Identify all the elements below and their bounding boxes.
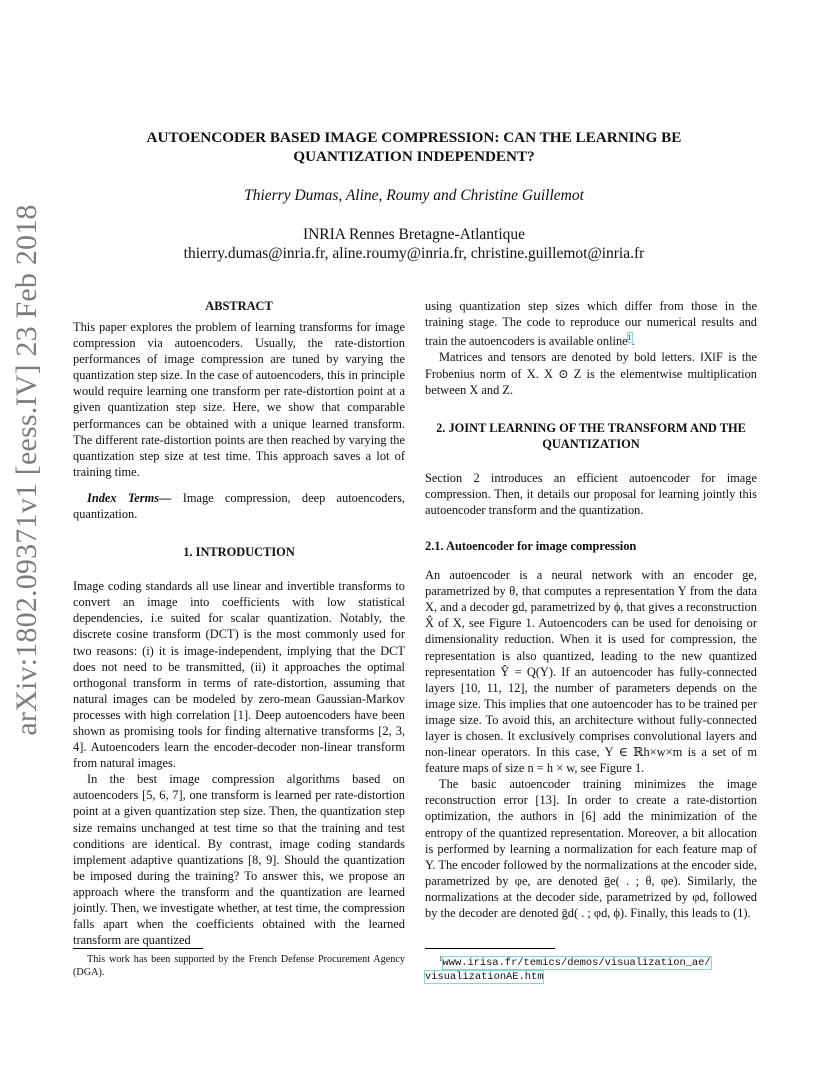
subsection-2-1-paragraph-2: The basic autoencoder training minimizes the image reconstruction error [13]. In order to create a rate-distortion optimization, the authors in [6] add the minimization of the entropy of the quantized representation. Moreover, a bit allocation is performed by learning a normalization for each feature map of Y. The encoder followed by the normalizations at the encoder side, parametrized by φe, are denoted ḡe( . ; θ, φe). Similarly, the normalizations at the decoder side, parametrized by φd, followed by the decoder are denoted ḡd( . ; φd, ϕ). Finally, this leads to (1). — [425, 777, 757, 921]
intro-continuation: using quantization step sizes which differ from those in the training stage. The code to reproduce our numerical results and train the autoencoders is available online$^1$. — [425, 299, 757, 349]
intro-paragraph-1: Image coding standards all use linear and invertible transforms to convert an image into coefficients with low statistical dependencies, i.e suited for scalar quantization. Notably, the discrete cosine transform (DCT) is the most commonly used for two reasons: (i) it is image-independent, implying that the DCT does not need to be transmitted, (ii) it approaches the optimal orthogonal transform in terms of rate-distortion, assuming that natural images can be modeled by zero-mean Gaussian-Markov processes with high correlation [1]. Deep autoencoders have been shown as promising tools for finding alternative transforms [2, 3, 4]. Autoencoders learn the encoder-decoder non-linear transform from natural images. — [73, 579, 405, 771]
intro-paragraph-2: In the best image compression algorithms based on autoencoders [5, 6, 7], one transform is learned per rate-distortion point at a given quantization step size. Then, the quantization step size remains unchanged at test time so that the training and test conditions are identical. By contrast, image coding standards implement adaptive quantizations [8, 9]. Should the quantization be imposed during the training? To answer this, we propose an approach where the transform and the quantization are learned jointly. Then, we investigate whether, at test time, the compression falls apart when the coefficients obtained with the learned transform are quantized — [73, 772, 405, 948]
footnote-number: 1 — [439, 955, 443, 963]
intro-continuation-text: using quantization step sizes which differ from those in the training stage. The code to reproduce our numerical results and train the autoencoders is available online — [425, 299, 757, 349]
index-terms-text: Image compression, deep autoencoders, quantization. — [73, 490, 405, 522]
index-terms-label: Index Terms— — [87, 490, 172, 505]
section-2-heading: 2. JOINT LEARNING OF THE TRANSFORM AND THE QUANTIZATION — [436, 420, 746, 451]
arxiv-sidebar-stamp — [2, 204, 52, 736]
abstract-heading: ABSTRACT — [205, 299, 273, 313]
footnote-left — [73, 953, 405, 979]
subsection-2-1-heading: 2.1. Autoencoder for image compression — [425, 538, 637, 553]
right-column — [425, 298, 757, 921]
footnote-url-link-1[interactable]: www.irisa.fr/temics/demos/visualization_ae/ — [442, 957, 711, 970]
affiliation: INRIA Rennes Bretagne-Atlantique — [302, 226, 526, 243]
notation-paragraph: Matrices and tensors are denoted by bold letters. ‖X‖F is the Frobenius norm of X. X ⊙ Z is the elementwise multiplication between X and Z. — [425, 350, 757, 397]
affiliation-block — [90, 225, 738, 263]
author-list: Thierry Dumas, Aline, Roumy and Christine Guillemot — [244, 187, 584, 204]
section-1-heading: 1. INTRODUCTION — [183, 545, 295, 560]
subsection-2-1-paragraph-1: An autoencoder is a neural network with an encoder ge, parametrized by θ, that computes a representation Y from the data X, and a decoder gd, parametrized by ϕ, that gives a reconstruction X̂ of X, see Figure 1. Autoencoders can be used for denoising or dimensionality reduction. When it is used for compression, the representation is also quantized, leading to the new quantized representation Ŷ = Q(Y). If an autoencoder has fully-connected layers [10, 11, 12], the number of parameters depends on the image size. This implies that one autoencoder has to be trained per image size. To avoid this, an architecture without fully-connected layer is chosen. It exclusively comprises convolutional layers and non-linear operators. In this case, Y ∈ ℝh×w×m is a set of m feature maps of size n = h × w, see Figure 1. — [425, 568, 757, 776]
abstract-text: This paper explores the problem of learning transforms for image compression via autoencoders. Usually, the rate-distortion performances of image compression are tuned by varying the quantization step size. In the case of autoencoders, this in principle would require learning one transform per rate-distortion point at a given quantization step size. Here, we show that comparable performances can be obtained with a unique learned transform. The different rate-distortion points are then reached by varying the quantization step size at test time. This approach saves a lot of training time. — [73, 320, 405, 479]
footnote-funding: This work has been supported by the French Defense Procurement Agency (DGA). — [73, 954, 405, 978]
paper-title: AUTOENCODER BASED IMAGE COMPRESSION: CAN THE LEARNING BE QUANTIZATION INDEPENDENT? — [146, 129, 682, 165]
footnote-right — [425, 953, 757, 984]
footnote-rule-left — [73, 948, 203, 949]
footnote-url-line-2 — [425, 970, 757, 984]
left-column — [73, 298, 405, 948]
arxiv-id: arXiv:1802.09371v1 [eess.IV] 23 Feb 2018 — [10, 204, 43, 736]
author-emails: thierry.dumas@inria.fr, aline.roumy@inria.fr, christine.guillemot@inria.fr — [183, 245, 645, 262]
section-2-intro: Section 2 introduces an efficient autoencoder for image compression. Then, it details our proposal for learning jointly this autoencoder transform and the quantization. — [425, 470, 757, 517]
index-terms — [73, 490, 405, 522]
footnote-marker-link[interactable]: 1 — [627, 333, 632, 343]
footnote-rule-right — [425, 948, 555, 949]
footnote-url-link-2[interactable]: visualizationAE.htm — [425, 971, 544, 984]
footnote-url-line — [425, 953, 757, 970]
